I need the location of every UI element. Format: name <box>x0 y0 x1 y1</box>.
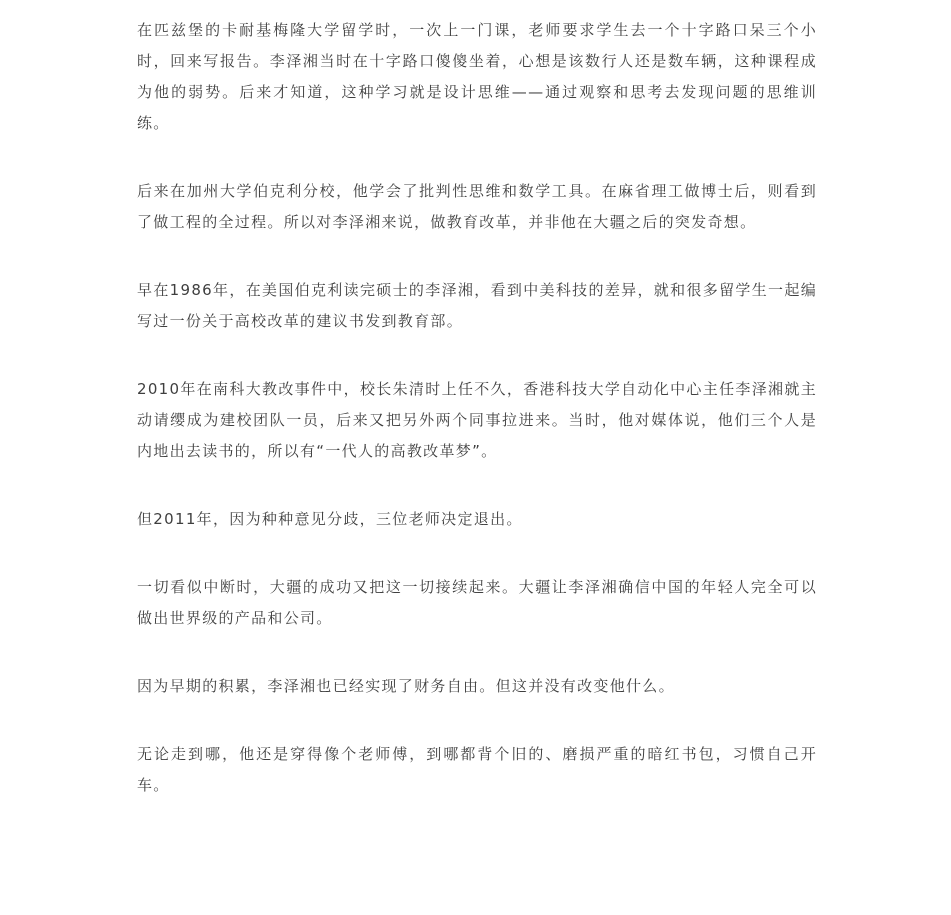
paragraph-2: 后来在加州大学伯克利分校，他学会了批判性思维和数学工具。在麻省理工做博士后，则看到了做工程的全过程。所以对李泽湘来说，做教育改革，并非他在大疆之后的突发奇想。 <box>137 182 817 231</box>
paragraph-1: 在匹兹堡的卡耐基梅隆大学留学时，一次上一门课，老师要求学生去一个十字路口呆三个小时，回来写报告。李泽湘当时在十字路口傻傻坐着，心想是该数行人还是数车辆，这种课程成为他的弱势。后来才知道，这种学习就是设计思维——通过观察和思考去发现问题的思维训练。 <box>137 21 817 132</box>
article-body <box>137 15 817 838</box>
paragraph-4: 2010年在南科大教改事件中，校长朱清时上任不久，香港科技大学自动化中心主任李泽湘就主动请缨成为建校团队一员，后来又把另外两个同事拉进来。当时，他对媒体说，他们三个人是内地出去读书的，所以有“一代人的高教改革梦”。 <box>137 380 817 460</box>
paragraph-6: 一切看似中断时，大疆的成功又把这一切接续起来。大疆让李泽湘确信中国的年轻人完全可以做出世界级的产品和公司。 <box>137 578 817 627</box>
paragraph-3: 早在1986年，在美国伯克利读完硕士的李泽湘，看到中美科技的差异，就和很多留学生一起编写过一份关于高校改革的建议书发到教育部。 <box>137 281 817 330</box>
paragraph-7: 因为早期的积累，李泽湘也已经实现了财务自由。但这并没有改变他什么。 <box>137 677 675 695</box>
paragraph-5: 但2011年，因为种种意见分歧，三位老师决定退出。 <box>137 510 523 528</box>
paragraph-8: 无论走到哪，他还是穿得像个老师傅，到哪都背个旧的、磨损严重的暗红书包，习惯自己开车。 <box>137 745 817 794</box>
